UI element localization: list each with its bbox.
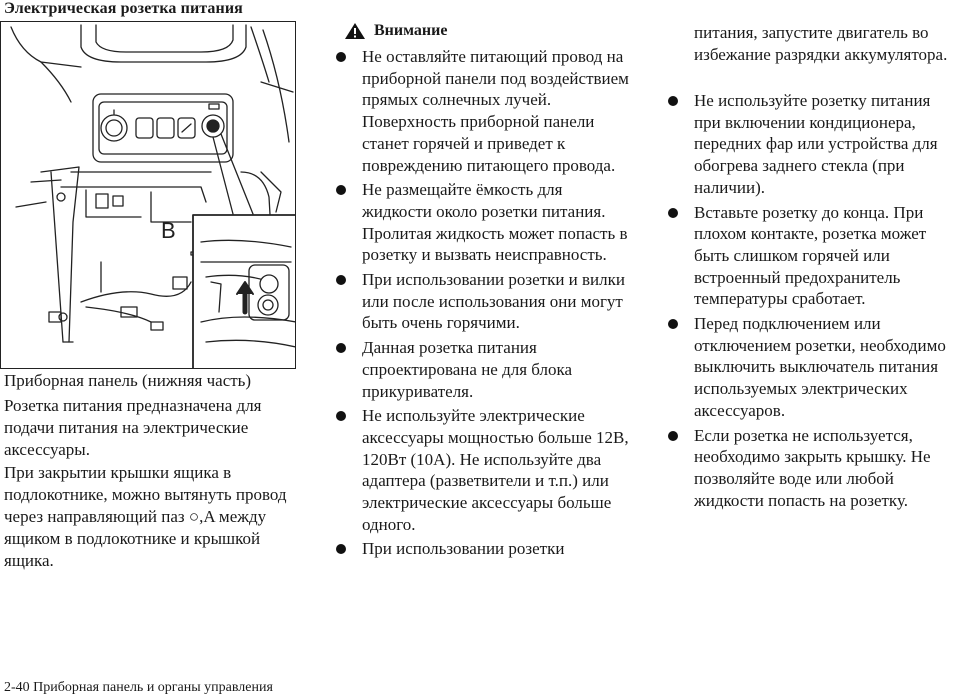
bullet-icon [668, 431, 678, 441]
section-title: Электрическая розетка питания [4, 0, 243, 17]
figure-caption: Приборная панель (нижняя часть) [4, 371, 252, 390]
dashboard-illustration [0, 21, 296, 369]
paragraph: При закрытии крышки ящика в подлокотнике, можно вытянуть провод через направляющий паз ○,A между ящиком в подлокотнике и крышкой ящика. [4, 463, 287, 570]
warning-list-col2 [336, 46, 636, 563]
warning-title: Внимание [374, 22, 448, 39]
paragraph: Розетка питания предназначена для подачи питания на электрические аксессуары. [4, 396, 262, 459]
list-item: Данная розетка питания спроектирована не для блока прикуривателя. [336, 337, 636, 402]
warning-triangle-icon [344, 22, 366, 40]
bullet-icon [668, 319, 678, 329]
warning-list-col3 [668, 90, 957, 514]
bullet-icon [668, 96, 678, 106]
warning-continuation: питания, запустите двигатель во избежание разрядки аккумулятора. [694, 23, 948, 64]
list-item: При использовании розетки и вилки или после использования они могут быть очень горячими. [336, 269, 636, 334]
list-item: Не используйте розетку питания при включении кондиционера, передних фар или устройства для обогрева заднего стекла (при наличии). [668, 90, 957, 199]
list-item: Вставьте розетку до конца. При плохом контакте, розетка может быть слишком горячей или встроенный предохранитель температуры сработает. [668, 202, 957, 311]
list-item: Не оставляйте питающий провод на приборной панели под воздействием прямых солнечных лучей. Поверхность приборной панели станет горячей и приведет к повреждению питающего провода. [336, 46, 636, 176]
list-item: Не используйте электрические аксессуары мощностью больше 12В, 120Вт (10А). Не используйте два адаптера (разветвители и т.п.) или электрические аксессуары больше одного. [336, 405, 636, 535]
list-item: Не размещайте ёмкость для жидкости около розетки питания. Пролитая жидкость может попасть в розетку и вызвать неисправность. [336, 179, 636, 266]
bullet-icon [336, 544, 346, 554]
bullet-icon [336, 275, 346, 285]
warning-heading [344, 22, 447, 40]
page-footer: 2-40 Приборная панель и органы управления [4, 680, 273, 695]
bullet-icon [668, 208, 678, 218]
bullet-icon [336, 343, 346, 353]
inset-label: B [161, 218, 176, 243]
list-item: При использовании розетки [336, 538, 636, 560]
bullet-icon [336, 52, 346, 62]
list-item: Если розетка не используется, необходимо закрыть крышку. Не позволяйте воде или любой жидкости попасть на розетку. [668, 425, 957, 512]
bullet-icon [336, 411, 346, 421]
list-item: Перед подключением или отключением розетки, необходимо выключить выключатель питания используемых электрических аксессуаров. [668, 313, 957, 422]
bullet-icon [336, 185, 346, 195]
